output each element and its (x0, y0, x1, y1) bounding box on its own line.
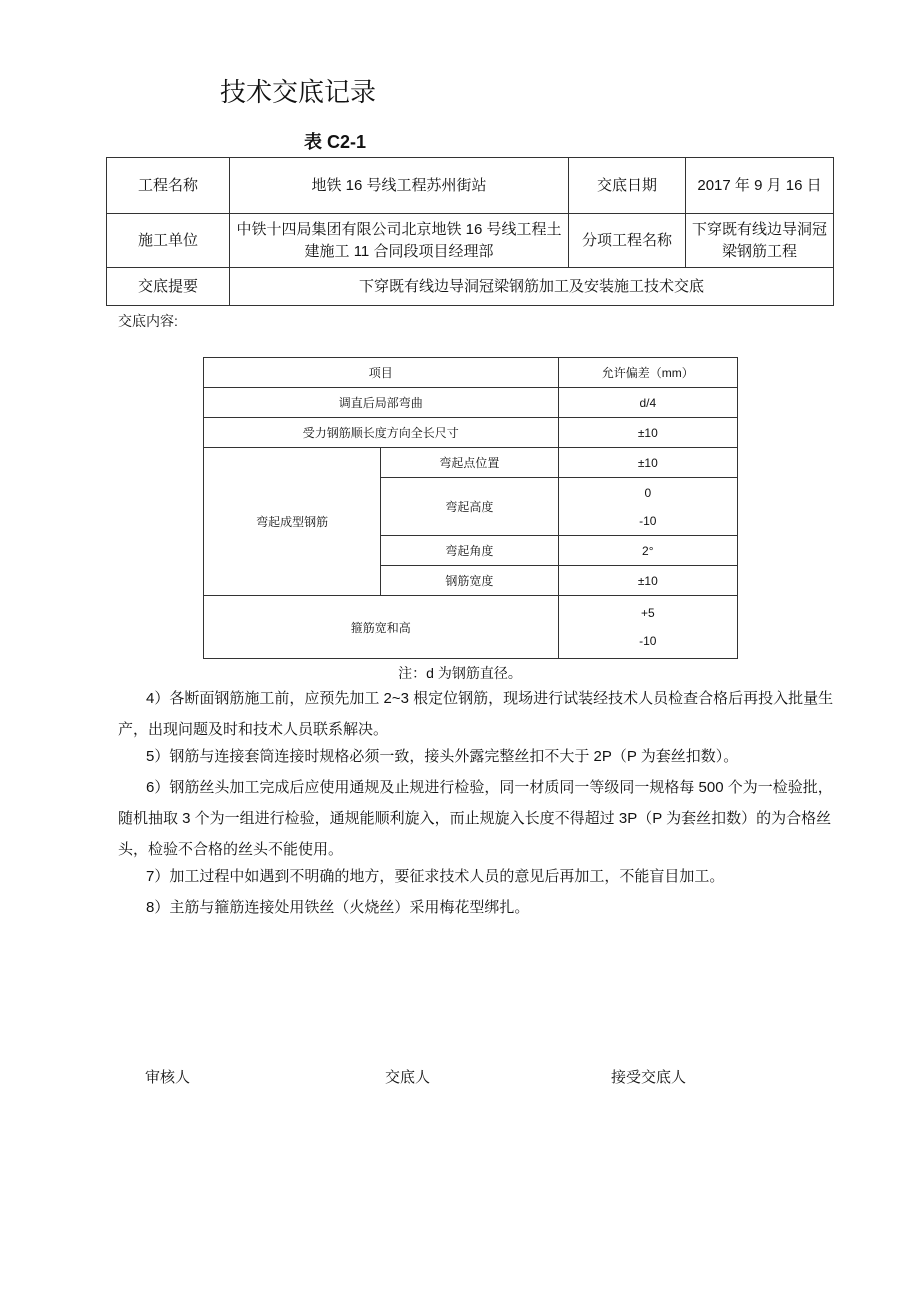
subproject-label: 分项工程名称 (569, 214, 686, 268)
reviewer-label: 审核人 (145, 1069, 191, 1086)
date-label: 交底日期 (569, 158, 686, 214)
content-label: 交底内容: (118, 313, 178, 329)
row-item: 箍筋宽和高 (204, 596, 559, 659)
unit-label: 施工单位 (107, 214, 230, 268)
receiver-label: 接受交底人 (611, 1069, 687, 1086)
paragraph-5: 5）钢筋与连接套筒连接时规格必须一致，接头外露完整丝扣不大于 2P（P 为套丝扣数）。 (146, 748, 739, 765)
row-value: ±10 (558, 566, 737, 596)
row-item: 弯起高度 (381, 478, 558, 536)
info-table (106, 157, 834, 306)
row-value: ±10 (558, 448, 737, 478)
subproject: 下穿既有线边导洞冠梁钢筋工程 (686, 214, 834, 268)
row-item: 弯起点位置 (381, 448, 558, 478)
unit: 中铁十四局集团有限公司北京地铁 16 号线工程土建施工 11 合同段项目经理部 (230, 214, 569, 268)
form-number: 表 C2-1 (304, 132, 367, 152)
paragraph-7: 7）加工过程中如遇到不明确的地方，要征求技术人员的意见后再加工，不能盲目加工。 (146, 868, 725, 885)
row-value (558, 596, 737, 659)
discloser-label: 交底人 (385, 1069, 431, 1086)
page-title: 技术交底记录 (220, 77, 377, 107)
value-upper: +5 (640, 606, 655, 620)
group-label: 弯起成型钢筋 (204, 448, 381, 596)
paragraph-8: 8）主筋与箍筋连接处用铁丝（火烧丝）采用梅花型绑扎。 (146, 899, 530, 916)
row-value: d/4 (558, 388, 737, 418)
paragraph-4: 4）各断面钢筋施工前，应预先加工 2~3 根定位钢筋，现场进行试装经技术人员检查合格后再投入批量生产，出现问题及时和技术人员联系解决。 (118, 690, 834, 738)
value-lower: -10 (639, 513, 657, 528)
project-name-label: 工程名称 (107, 158, 230, 214)
summary: 下穿既有线边导洞冠梁钢筋加工及安装施工技术交底 (230, 268, 834, 306)
row-value: 2° (558, 536, 737, 566)
date: 2017 年 9 月 16 日 (686, 158, 834, 214)
row-value (558, 478, 737, 536)
summary-label: 交底提要 (107, 268, 230, 306)
paragraph-6: 6）钢筋丝头加工完成后应使用通规及止规进行检验，同一材质同一等级同一规格每 500 个为一检验批，随机抽取 3 个为一组进行检验，通规能顺利旋入，而止规旋入长度不得超过 3P（P 为套丝扣数）的为合格丝头，检验不合格的丝头不能使用。 (118, 779, 833, 858)
row-value: ±10 (558, 418, 737, 448)
header-item: 项目 (204, 358, 559, 388)
row-item: 弯起角度 (381, 536, 558, 566)
project-name: 地铁 16 号线工程苏州街站 (230, 158, 569, 214)
tolerance-table (203, 357, 738, 659)
row-item: 受力钢筋顺长度方向全长尺寸 (204, 418, 559, 448)
row-item: 调直后局部弯曲 (204, 388, 559, 418)
header-value: 允许偏差（mm） (558, 358, 737, 388)
value-lower: -10 (639, 634, 657, 648)
row-item: 钢筋宽度 (381, 566, 558, 596)
table-note: 注：d 为钢筋直径。 (398, 665, 522, 681)
value-upper: 0 (644, 485, 652, 500)
